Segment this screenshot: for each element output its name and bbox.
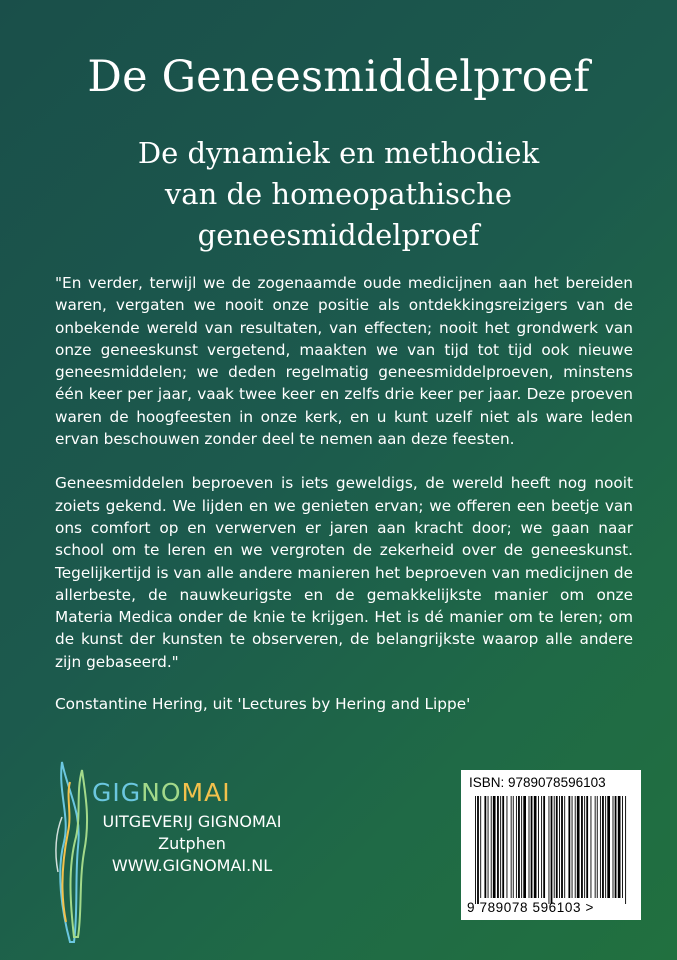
- logo-name-part-2: NO: [141, 778, 182, 807]
- publisher-full-name: UITGEVERIJ GIGNOMAI: [102, 812, 282, 831]
- publisher-website: WWW.GIGNOMAI.NL: [111, 856, 273, 875]
- isbn-barcode: [461, 770, 641, 920]
- publisher-logo: [48, 752, 298, 947]
- publisher-city: Zutphen: [158, 834, 226, 853]
- logo-name-part-1: GIG: [92, 778, 142, 807]
- blurb-paragraph-2: Geneesmiddelen beproeven is iets geweldigs, de wereld heeft nog nooit zoiets gekend. We lijden en we genieten ervan; we offeren een beetje van ons comfort op en verwerven er jaren aan kracht door; we gaan naar school om te leren en we vergroten de zekerheid over de geneeskunst. Tegelijkertijd is van alle andere manieren het beproeven van medicijnen de allerbeste, de nauwkeurigste en de gemakkelijkste manier om onze Materia Medica onder de knie te krijgen. Het is dé manier om te leren; om de kunst der kunsten te observeren, de belangrijkste waarop alle andere zijn gebaseerd.": [55, 474, 633, 671]
- barcode-bars: [461, 770, 641, 920]
- subtitle-line-1: De dynamiek en methodiek: [137, 136, 540, 170]
- subtitle-line-2: van de homeopathische: [164, 177, 513, 211]
- book-subtitle: [0, 133, 677, 256]
- flame-emblem-icon: [48, 752, 98, 947]
- logo-name-part-3: MAI: [181, 778, 231, 807]
- book-title: De Geneesmiddelproef: [87, 52, 590, 102]
- subtitle-line-3: geneesmiddelproef: [197, 218, 480, 252]
- blurb: [55, 272, 633, 737]
- publisher-name-logo: [92, 778, 231, 807]
- blurb-paragraph-1: "En verder, terwijl we de zogenaamde oude medicijnen aan het bereiden waren, vergaten we nooit onze positie als ontdekkingsreizigers van de onbekende wereld van resultaten, van effecten; nooit het grondwerk van onze geneeskunst vergetend, maakten we van tijd tot tijd ook nieuwe geneesmiddelen; we deden regelmatig geneesmiddelproeven, minstens één keer per jaar, vaak twee keer en zelfs drie keer per jaar. Deze proeven waren de hoogfeesten in onze kerk, en u kunt uzelf niet als ware leden ervan beschouwen zonder deel te nemen aan deze feesten.: [55, 274, 633, 449]
- isbn-label: ISBN: 9789078596103: [469, 775, 606, 790]
- blurb-attribution: Constantine Hering, uit 'Lectures by Hering and Lippe': [55, 695, 471, 714]
- barcode-digits: 9 789078 596103 >: [467, 900, 594, 915]
